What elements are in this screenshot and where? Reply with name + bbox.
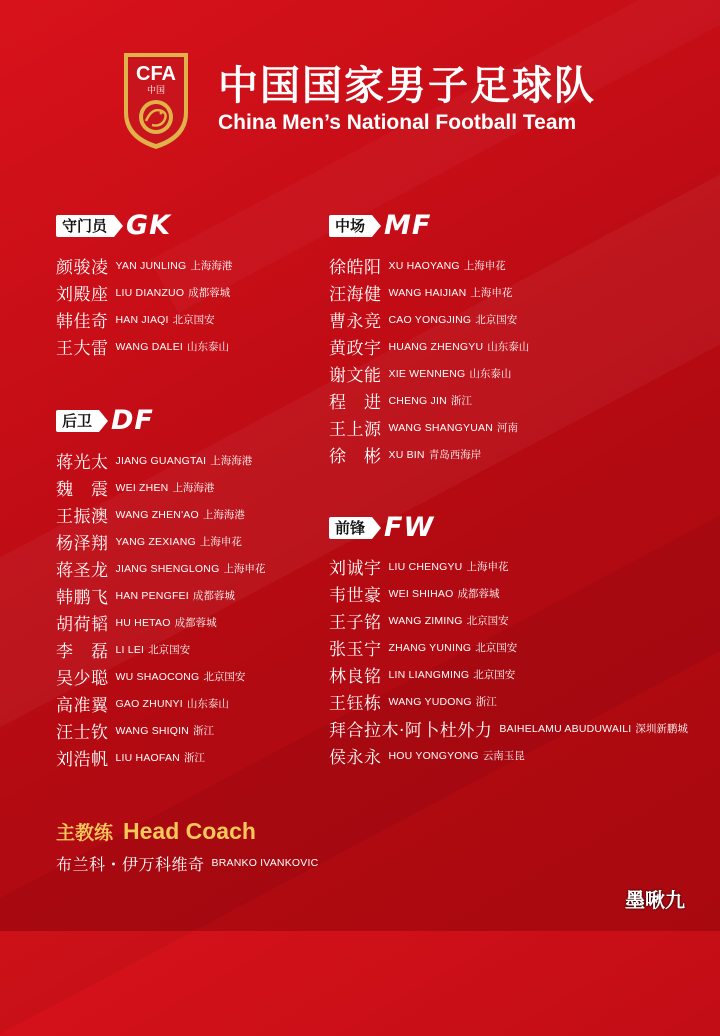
player-name-english: GAO ZHUNYI [115,697,183,710]
player-club: 成都蓉城 [188,287,231,299]
player-row [56,744,265,771]
player-name-chinese: 林良铭 [329,667,382,687]
player-club: 上海申花 [463,260,506,272]
player-club: 山东泰山 [186,698,229,710]
player-row [329,252,529,279]
player-row [329,553,688,580]
player-club: 山东泰山 [469,368,512,380]
player-name-chinese: 汪士钦 [56,723,109,743]
section-label: 中场 [329,215,372,237]
player-row [56,528,265,555]
section-code: MF [384,210,432,241]
player-name-chinese: 王上源 [329,420,382,440]
player-club: 成都蓉城 [192,590,235,602]
player-club: 上海海港 [190,260,233,272]
section-code: DF [111,405,154,436]
player-club: 浙江 [475,696,497,708]
player-name-english: WANG ZIMING [388,614,463,627]
player-name-english: YAN JUNLING [115,259,187,272]
player-club: 深圳新鹏城 [635,723,688,735]
player-club: 北京国安 [473,669,516,681]
player-name-english: LIN LIANGMING [388,668,470,681]
section-label: 后卫 [56,410,99,432]
player-club: 上海申花 [199,536,242,548]
coach-name-english: BRANKO IVANKOVIC [211,857,319,869]
player-name-english: HAN JIAQI [115,313,169,326]
player-club: 北京国安 [148,644,191,656]
player-club: 云南玉昆 [482,750,525,762]
logo-text: CFA [136,63,176,85]
player-name-chinese: 王钰栋 [329,694,382,714]
coach-label-chinese: 主教练 [56,822,114,844]
player-row [56,555,265,582]
player-name-chinese: 王大雷 [56,339,109,359]
player-name-english: WANG YUDONG [388,695,472,708]
player-name-chinese: 黄政宇 [329,339,382,359]
coach-name-chinese: 布兰科・伊万科维奇 [56,854,205,874]
player-club: 成都蓉城 [174,617,217,629]
player-name-english: YANG ZEXIANG [115,535,196,548]
section-label: 前锋 [329,517,372,539]
head-coach-name [56,851,322,875]
player-row [329,414,529,441]
player-name-chinese: 杨泽翔 [56,534,109,554]
player-row [329,441,529,468]
player-club: 北京国安 [475,642,518,654]
player-club: 北京国安 [475,314,518,326]
player-row [56,663,265,690]
player-name-english: HU HETAO [115,616,171,629]
player-name-english: JIANG GUANGTAI [115,454,207,467]
player-name-english: XIE WENNENG [388,367,466,380]
player-name-english: BAIHELAMU ABUDUWAILI [499,722,632,735]
player-row [329,360,529,387]
player-name-english: LIU CHENGYU [388,560,463,573]
player-name-chinese: 刘殿座 [56,285,109,305]
player-club: 北京国安 [203,671,246,683]
player-row [329,607,688,634]
player-name-english: WEI ZHEN [115,481,169,494]
team-title-english: China Men’s National Football Team [218,111,577,134]
goalkeeper-list [56,252,232,360]
section-header-forwards [329,512,435,543]
player-name-chinese: 谢文能 [329,366,382,386]
player-name-english: ZHANG YUNING [388,641,472,654]
player-name-chinese: 李 磊 [56,642,109,662]
player-club: 上海申花 [466,561,509,573]
player-club: 浙江 [183,752,205,764]
player-row [56,582,265,609]
player-row [56,609,265,636]
player-name-english: LIU DIANZUO [115,286,185,299]
defender-list [56,447,265,771]
player-row [329,580,688,607]
player-name-chinese: 拜合拉木·阿卜杜外力 [329,721,493,741]
player-name-chinese: 徐皓阳 [329,258,382,278]
player-row [329,742,688,769]
player-name-english: LI LEI [115,643,145,656]
player-row [56,474,265,501]
player-club: 上海申花 [223,563,266,575]
section-header-midfielders [329,210,432,241]
player-name-english: JIANG SHENGLONG [115,562,220,575]
player-name-chinese: 王振澳 [56,507,109,527]
player-row [56,690,265,717]
logo-sub-text: 中国 [146,86,166,96]
player-name-chinese: 侯永永 [329,748,382,768]
player-row [329,306,529,333]
player-club: 上海海港 [172,482,215,494]
player-name-chinese: 韦世豪 [329,586,382,606]
player-club: 山东泰山 [487,341,530,353]
player-name-english: XU BIN [388,448,425,461]
forward-list [329,553,688,769]
player-name-english: WANG HAIJIAN [388,286,467,299]
player-name-chinese: 徐 彬 [329,447,382,467]
player-name-english: LIU HAOFAN [115,751,180,764]
player-name-chinese: 魏 震 [56,480,109,500]
player-name-chinese: 刘浩帆 [56,750,109,770]
player-name-english: XU HAOYANG [388,259,460,272]
player-row [329,333,529,360]
player-name-english: CAO YONGJING [388,313,472,326]
player-row [56,447,265,474]
section-header-defenders [56,405,154,436]
player-name-english: CHENG JIN [388,394,447,407]
player-club: 青岛西海岸 [428,449,482,461]
player-name-chinese: 王子铭 [329,613,382,633]
head-coach-heading [56,818,256,845]
player-name-english: WANG ZHEN'AO [115,508,199,521]
player-name-english: HAN PENGFEI [115,589,189,602]
player-club: 上海海港 [210,455,253,467]
author-watermark: 墨啾九 [625,888,685,912]
section-header-goalkeepers [56,210,172,241]
player-name-english: WANG DALEI [115,340,184,353]
player-name-chinese: 蒋光太 [56,453,109,473]
player-name-chinese: 高准翼 [56,696,109,716]
player-row [56,279,232,306]
team-title-chinese: 中国国家男子足球队 [218,63,596,109]
player-name-chinese: 吴少聪 [56,669,109,689]
player-row [329,634,688,661]
player-name-english: HUANG ZHENGYU [388,340,484,353]
player-club: 北京国安 [172,314,215,326]
player-row [329,715,688,742]
section-label: 守门员 [56,215,114,237]
player-row [56,306,232,333]
player-name-english: WANG SHANGYUAN [388,421,494,434]
player-name-chinese: 汪海健 [329,285,382,305]
midfielder-list [329,252,529,468]
player-name-chinese: 颜骏凌 [56,258,109,278]
player-name-english: HOU YONGYONG [388,749,479,762]
section-code: GK [126,210,172,241]
player-name-chinese: 曹永竞 [329,312,382,332]
player-name-chinese: 张玉宁 [329,640,382,660]
player-club: 上海申花 [470,287,513,299]
player-row [56,501,265,528]
player-name-chinese: 刘诚宇 [329,559,382,579]
player-club: 山东泰山 [187,341,230,353]
player-name-chinese: 蒋圣龙 [56,561,109,581]
player-row [56,252,232,279]
player-name-chinese: 韩鹏飞 [56,588,109,608]
player-club: 浙江 [193,725,215,737]
player-club: 河南 [497,422,519,434]
section-code: FW [384,512,435,543]
coach-label-english: Head Coach [123,818,256,844]
player-name-english: WU SHAOCONG [115,670,200,683]
player-club: 浙江 [450,395,472,407]
player-row [329,661,688,688]
player-name-chinese: 韩佳奇 [56,312,109,332]
player-row [56,636,265,663]
player-club: 成都蓉城 [457,588,500,600]
player-name-english: WANG SHIQIN [115,724,190,737]
cfa-crest-logo [122,51,190,151]
player-row [56,333,232,360]
player-name-english: WEI SHIHAO [388,587,454,600]
player-name-chinese: 胡荷韬 [56,615,109,635]
player-row [329,688,688,715]
player-name-chinese: 程 进 [329,393,382,413]
player-row [56,717,265,744]
player-club: 北京国安 [466,615,509,627]
player-row [329,279,529,306]
player-row [329,387,529,414]
player-club: 上海海港 [202,509,245,521]
